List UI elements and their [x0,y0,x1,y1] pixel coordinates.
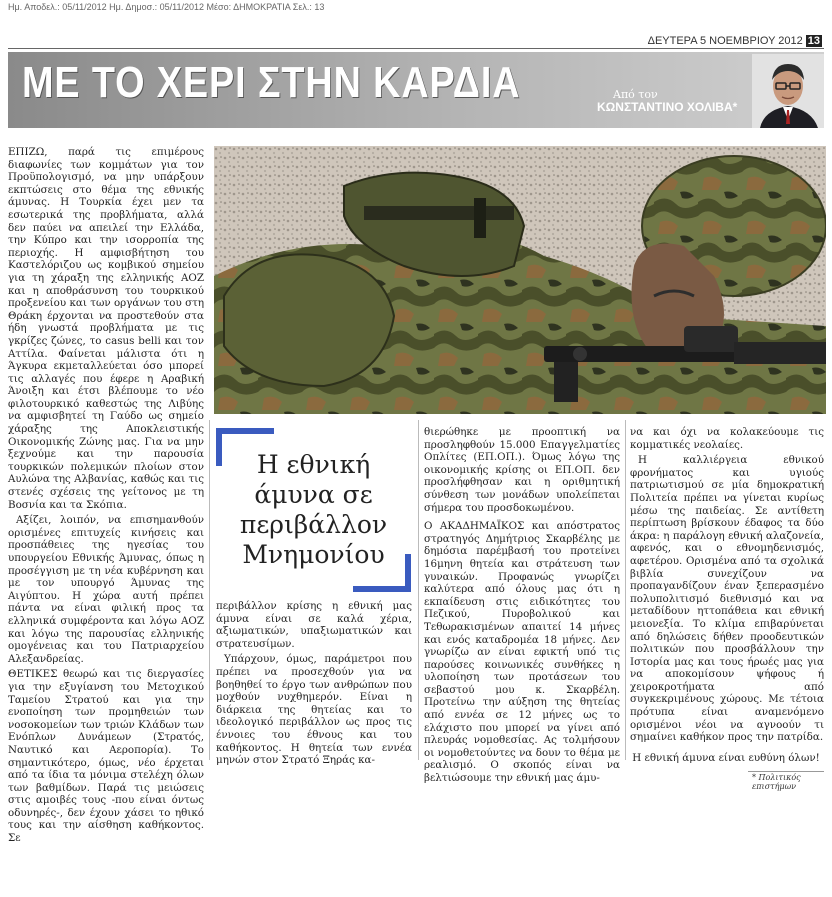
page-number: 13 [807,35,820,47]
footnote-rule [748,771,824,772]
paragraph: περιβάλλον κρίσης η εθνική μας άμυνα είναι σε καλά χέρια, αξιωματικών, υπαξιωματικών και στρατευσίμων. [216,600,412,650]
article-column-4 [630,426,824,747]
byline-prefix: Από τον [613,88,658,101]
paragraph: να και όχι να κολακεύουμε τις κομματικές νεολαίες. [630,426,824,451]
top-rule [8,48,824,49]
clipping-meta: Ημ. Αποδελ.: 05/11/2012 Ημ. Δημοσ.: 05/11/2012 Μέσο: ΔΗΜΟΚΡΑΤΙΑ Σελ.: 13 [8,2,325,12]
paragraph: ΘΕΤΙΚΕΣ θεωρώ και τις διεργασίες για την εξυγίανση του Μετοχικού Ταμείου Στρατού και για την ενοποίηση των προμηθειών των νοσοκομείων των τριών Κλάδων των Ενόπλων Δυνάμεων (Στρατός, Ναυτικό και Αεροπορία). Το σημαντικότερο, όμως, νέο έρχεται από τα ίδια τα μόνιμα στελέχη όλων των βαθμίδων. Παρά τις μειώσεις στις αμοιβές τους -που είναι όντως οδυνηρές-, δεν έχουν χάσει το ηθικό τους και την αίσθηση καθήκοντος. Σε [8,668,204,845]
byline-author: ΚΩΝΣΤΑΝΤΙΝΟ ΧΟΛΙΒΑ* [597,100,738,114]
paragraph: Η καλλιέργεια εθνικού φρονήματος και υγιούς πατριωτισμού σε μία δημοκρατική Πολιτεία πρέπει να γίνεται κυρίως μέσω της παιδείας. Σε αντίθετη περίπτωση βρίσκουν έδαφος τα δύο άκρα: η παράλογη εθνική αλαζονεία, αφενός, και ο εθνομηδενισμός, αφετέρου. Ορισμένα από τα σχολικά βιβλία συνεχίζουν να προπαγανδίζουν έναν ξεπερασμένο πολυπολιτισμό διεθνισμό και να μεταδίδουν ηττοπάθεια και εθνική μειονεξία. Το κλίμα επιβαρύνεται από δηλώσεις δήθεν προοδευτικών πολιτικών που προσβάλλουν την Ιστορία μας και τους ήρωές μας για να αποκομίσουν ψήφους ή χειροκροτήματα από συγκεκριμένους χώρους. Με τέτοια πρότυπα είναι αναμενόμενο ορισμένοι νέοι να αγνοούν τι σημαίνει καθήκον προς την πατρίδα. [630,454,824,744]
paragraph: ΕΠΙΖΩ, παρά τις επιμέρους διαφωνίες των κομμάτων για τον Προϋπολογισμό, να μην υπάρξουν εκπτώσεις στο θέμα της εθνικής άμυνας. Η Τουρκία έχει μεν τα εσωτερικά της προβλήματα, αλλά δεν παύει να απειλεί την Ελλάδα, την Κύπρο και την ισορροπία της περιοχής. Η αμφισβήτηση του Καστελόριζου ως κομβικού σημείου για τη χάραξη της ελληνικής ΑΟΖ και η αποθράσυνση του τουρκικού προξενείου και των οργάνων του στη Θράκη έρχονται να προστεθούν στα ήδη γνωστά προβλήματα με τις γκρίζες ζώνες, το casus belli και τον Αττίλα. Φαίνεται μάλιστα ότι η Άγκυρα εκμεταλλεύεται όσο μπορεί τις αλλαγές που έφερε η Αραβική Άνοιξη και έτσι βλέπουμε το νέο φιλοτουρκικό καθεστώς της Λιβύης να αμφισβητεί τη Γαύδο ως σημείο χάραξης της Αποκλειστικής Οικονομικής Ζώνης μας. Για να μην ξεχνούμε και την παρουσία τουρκικών πολεμικών πλοίων στον Αυλώνα της Αλβανίας, καθώς και τις στενές σχέσεις της γείτονος με τη Βοσνία και τα Σκόπια. [8,146,204,511]
column-divider [209,420,210,760]
column-divider [418,420,419,760]
closing-line: Η εθνική άμυνα είναι ευθύνη όλων! [632,752,820,764]
article-headline: ΜΕ ΤΟ ΧΕΡΙ ΣΤΗΝ ΚΑΡΔΙΑ [22,58,521,107]
author-portrait [752,54,824,128]
pull-quote-box [216,428,411,592]
column-divider [625,420,626,760]
article-column-3 [424,426,620,788]
soldier-photo [214,146,826,414]
article-column-1 [8,146,204,848]
paragraph: Υπάρχουν, όμως, παράμετροι που πρέπει να προσεχθούν για να βοηθηθεί το έργο των ανθρώπων που μοχθούν νυχθημερόν. Είναι η διάρκεια της θητείας και το ιδεολογικό περιβάλλον ως προς τις έννοιες του έθνους και του καθήκοντος. Η θητεία των εννέα μηνών στον Στρατό Ξηράς κα- [216,653,412,767]
paragraph: Ο ΑΚΑΔΗΜΑΪΚΟΣ και απόστρατος στρατηγός Δημήτριος Σκαρβέλης με δημόσια παρέμβασή του προτείνει 16μηνη θητεία και στράτευση των γυναικών. Προφανώς γνωρίζει καλύτερα από όλους μας ότι η εκπαίδευση στις ειδικότητες του Πεζικού, Πυροβολικού και Τεθωρακισμένων απαιτεί 14 μήνες και ενός καταδρομέα 18 μήνες. Δεν γνωρίζω αν είναι εφικτή υπό τις παρούσες κοινωνικές συνθήκες η υλοποίηση των προτάσεων του σεβαστού μου κ. Σκαρβέλη. Προτείνω την αύξηση της θητείας από εννέα σε 12 μήνες ως το ελάχιστο που μπορεί να γίνει από πλευράς νομοθεσίας. Ας τολμήσουν οι νομοθετούντες να δουν το θέμα με ρεαλισμό. Ο σκοπός είναι να βελτιώσουμε την εθνική μας άμυ- [424,520,620,785]
article-column-2 [216,600,412,770]
pull-quote-text: Η εθνική άμυνα σε περιβάλλον Μνημονίου [239,450,388,569]
issue-date: ΔΕΥΤΕΡΑ 5 ΝΟΕΜΒΡΙΟΥ 2012 [647,35,803,47]
dateline [648,35,822,47]
paragraph: Αξίζει, λοιπόν, να επισημανθούν ορισμένες επιτυχείς κινήσεις και προσπάθειες της ηγεσίας του υπουργείου Εθνικής Άμυνας, όπως η προσέγγιση με τη νέα κυβέρνηση και με τον υπουργό Άμυνας της Αιγύπτου. Η χώρα αυτή πρέπει πάντα να είναι φιλική προς τα ελληνικά συμφέροντα και λόγω ΑΟΖ και λόγω της παρουσίας ελληνικής ομογένειας και του Πατριαρχείου Αλεξανδρείας. [8,514,204,665]
author-footnote: * Πολιτικός επιστήμων [752,773,801,791]
paragraph: θιερώθηκε με προοπτική να προσληφθούν 15.000 Επαγγελματίες Οπλίτες (ΕΠ.ΟΠ.). Όμως λόγω της οικονομικής κρίσης οι ΕΠ.ΟΠ. δεν προσλήφθησαν και η οριθμητική σύνθεση των μονάδων υπολείπεται σήμερα του προσδοκωμένου. [424,426,620,514]
